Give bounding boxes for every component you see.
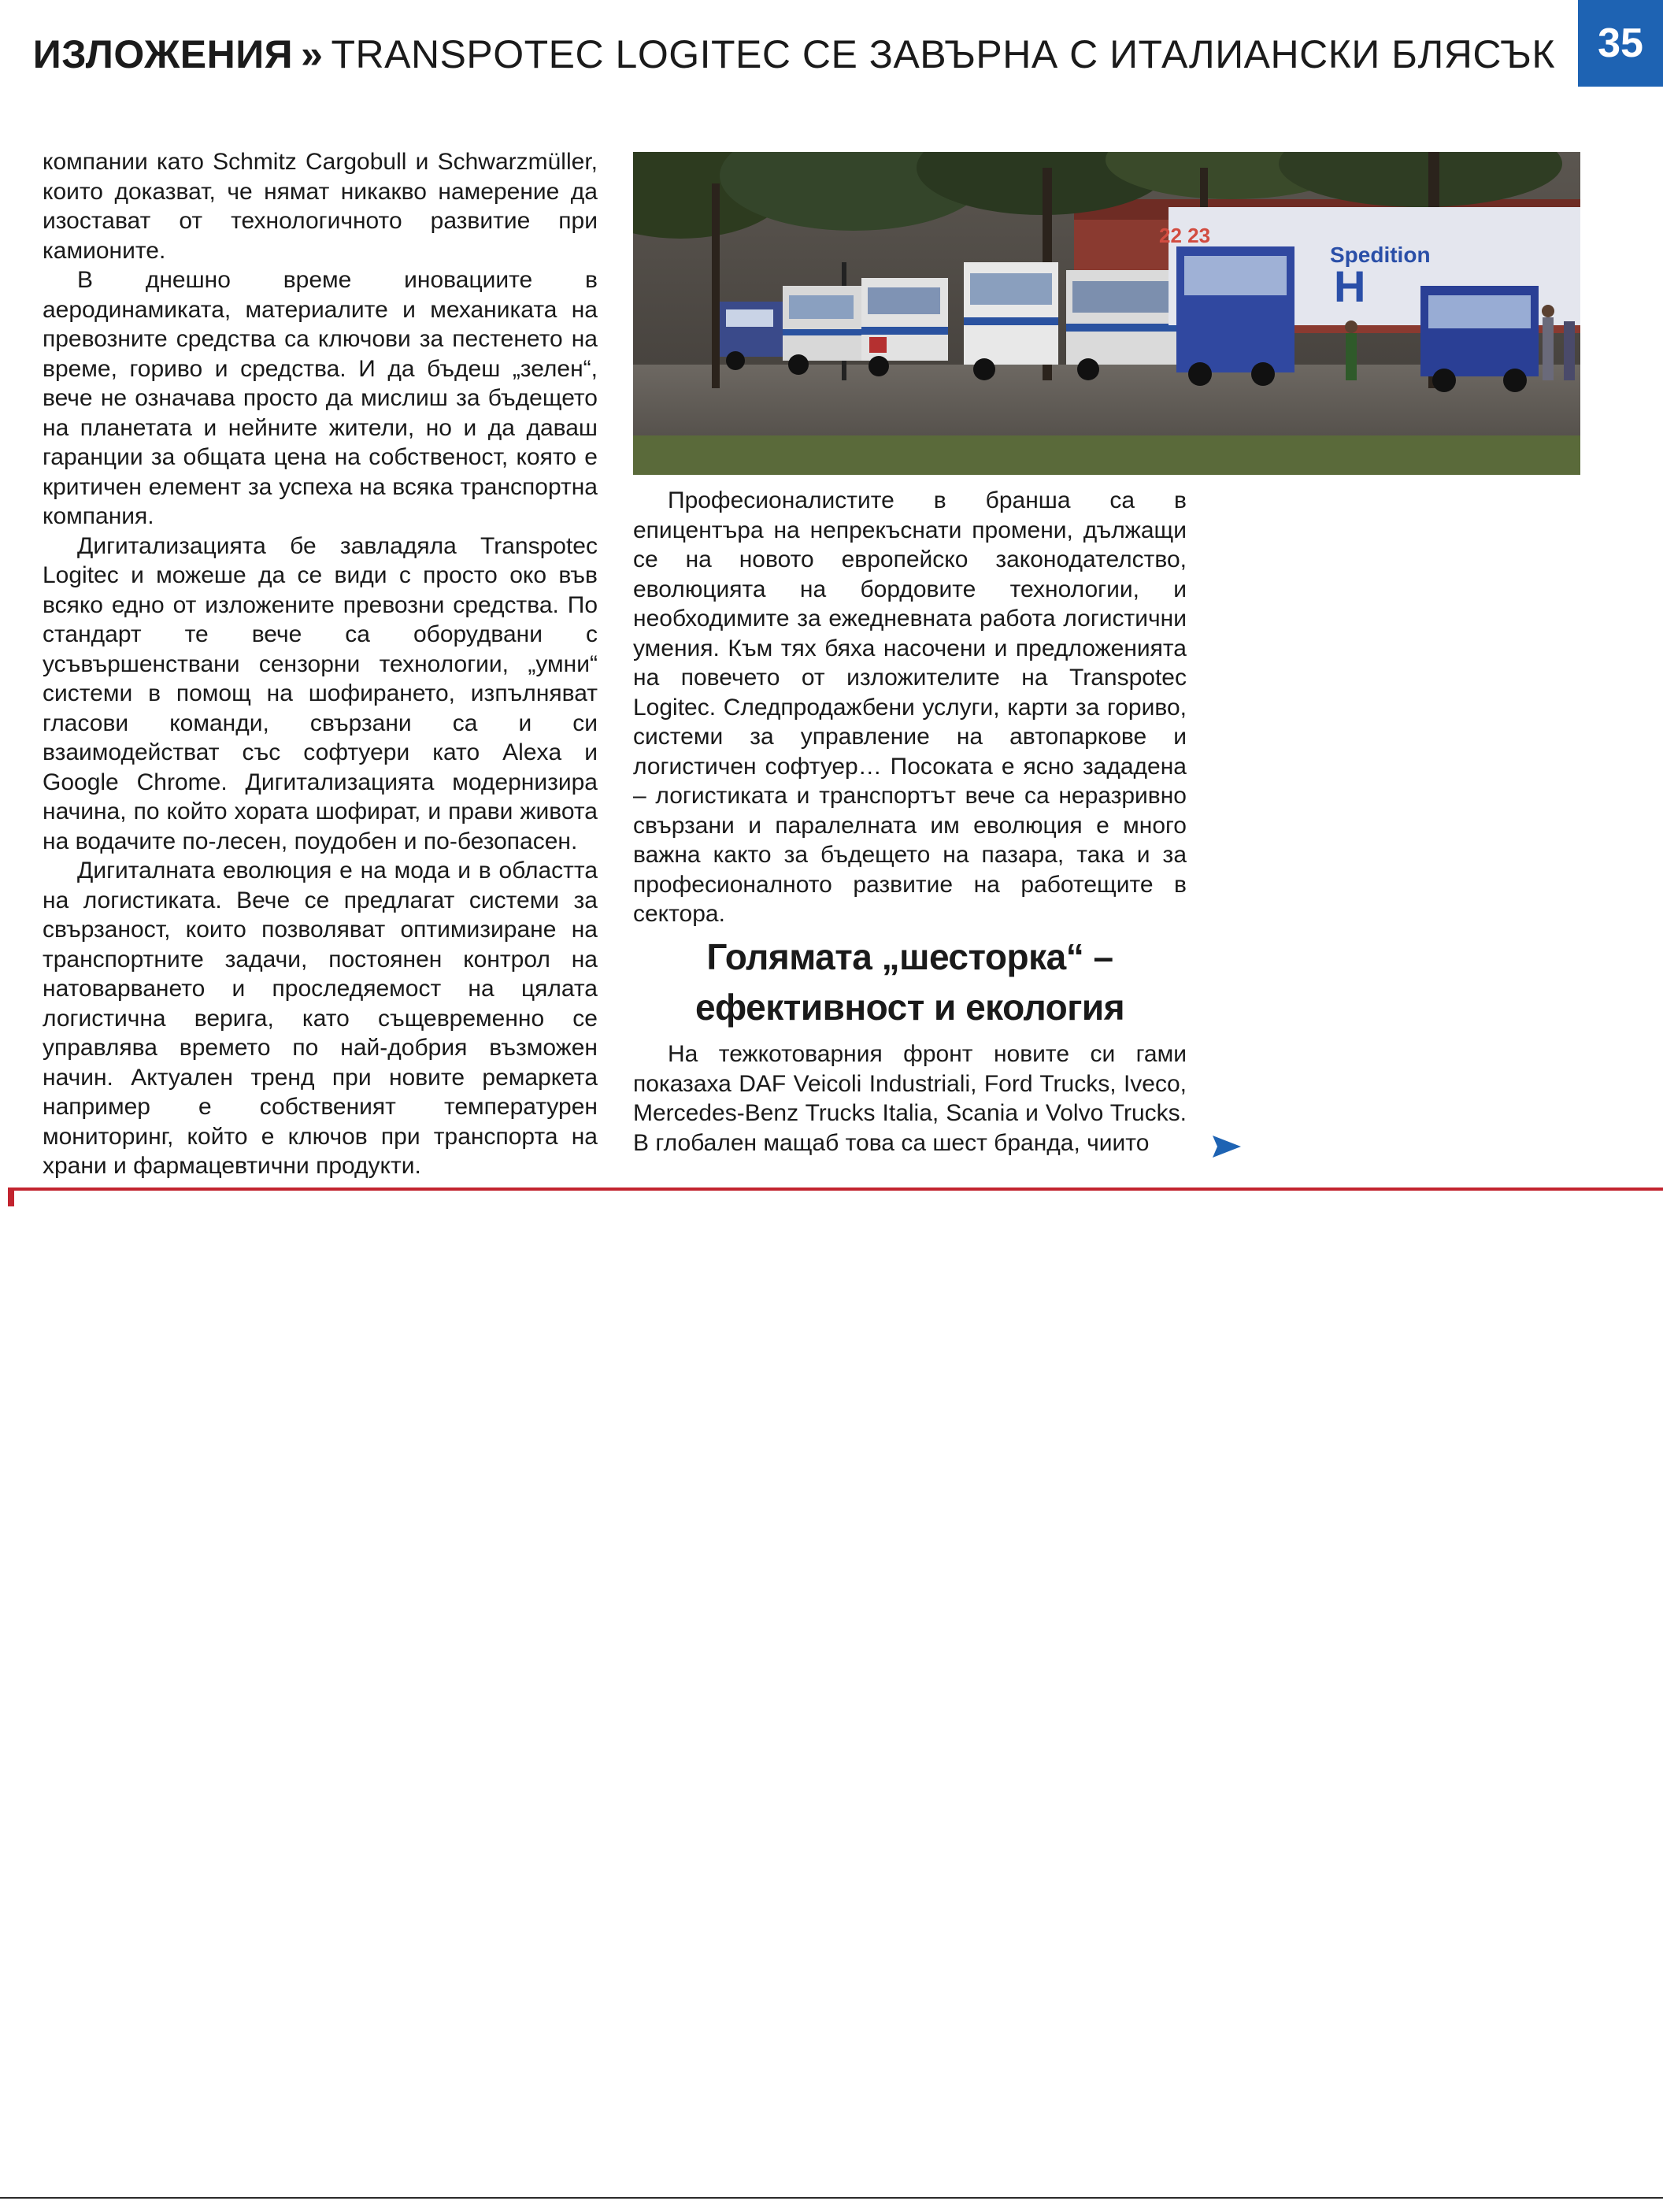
- subheading-line-2: ефективност и екология: [694, 987, 1125, 1028]
- right-column-bottom: [633, 1039, 1187, 1158]
- section-separator: »: [301, 32, 324, 76]
- body-paragraph: В днешно време иновациите в аеродинамиката, материалите и механиката на превозните средства са ключови за пестенето на време, гориво и средства. И да бъдеш „зелен“, вече не означава просто да мислиш за бъдещето на планетата и нейните жители, но и да даваш гаранции за общата цена на собственост, която е критичен елемент за успеха на всяка транспортна компания.: [43, 267, 598, 529]
- running-head: [33, 31, 1555, 77]
- trucks-photo: [633, 152, 1580, 475]
- truck-sign-initial: H: [1334, 261, 1366, 311]
- subheading: [633, 932, 1187, 1032]
- page-number: 35: [1578, 0, 1663, 87]
- truck-4: [964, 262, 1058, 380]
- section-divider-rule: [8, 1188, 1663, 1191]
- body-paragraph: Професионалистите в бранша са в епицентъра на непрекъснати промени, дължащи се на новото европейско законодателство, еволюцията на бордовите технологии, и необходимите за ежедневната работа логистични умения. Към тях бяха насочени и предложенията на повечето от изложителите на Transpotec Logitec. Следпродажбени услуги, карти за гориво, системи за управление на автопаркове и логистичен софтуер… Посоката е ясно зададена – логистиката и транспортът вече са неразривно свързани и паралелната им еволюция е много важна както за бъдещето на пазара, така и за професионалното развитие на работещите в сектора.: [633, 487, 1187, 927]
- truck-5: [1066, 270, 1176, 380]
- right-column-top: [633, 486, 1187, 929]
- page-header: [0, 0, 1663, 94]
- truck-sign-text: Spedition: [1330, 243, 1431, 267]
- building-numbers: 22 23: [1159, 224, 1211, 247]
- article-topic: TRANSPOTEC LOGITEC СЕ ЗАВЪРНА С ИТАЛИАНСКИ БЛЯСЪК: [331, 32, 1555, 76]
- body-paragraph: Дигиталната еволюция е на мода и в областта на логистиката. Вече се предлагат системи за свързаност, които позволяват оптимизиране на транспортните задачи, постоянен контрол на натоварването и проследяемост на цялата логистична верига, като същевременно се управлява времето по най-добрия възможен начин. Актуален тренд при новите ремаркета например е собственият температурен мониторинг, който е ключов при транспорта на храни и фармацевтични продукти.: [43, 858, 598, 1179]
- divider-corner-mark: [8, 1188, 14, 1206]
- body-paragraph: Дигитализацията бе завладяла Transpotec Logitec и можеше да се види с просто око във всяко едно от изложените превозни средства. По стандарт те вече са оборудвани с усъвършенствани сензорни технологии, „умни“ системи в помощ на шофирането, изпълняват гласови команди, свързани са и си взаимодействат със софтуери като Alexa и Google Chrome. Дигитализацията модернизира начина, по който хората шофират, и прави живота на водачите по-лесен, поудобен и по-безопасен.: [43, 532, 598, 854]
- body-paragraph: На тежкотоварния фронт новите си гами показаха DAF Veicoli Industriali, Ford Trucks, Iveco, Mercedes-Benz Trucks Italia, Scania и Volvo Trucks. В глобален мащаб това са шест бранда, чиито: [633, 1041, 1187, 1156]
- left-column: [43, 147, 598, 1181]
- continue-arrow-icon: [1213, 1136, 1241, 1158]
- footer-rule: [0, 2197, 1663, 2199]
- subheading-line-1: Голямата „шесторка“ –: [706, 936, 1113, 977]
- section-name: ИЗЛОЖЕНИЯ: [32, 32, 294, 76]
- truck-7: [1420, 286, 1539, 392]
- body-paragraph: компании като Schmitz Cargobull и Schwarzmüller, които доказват, че нямат никакво намерение да изостават от технологичното развитие при камионите.: [43, 149, 598, 264]
